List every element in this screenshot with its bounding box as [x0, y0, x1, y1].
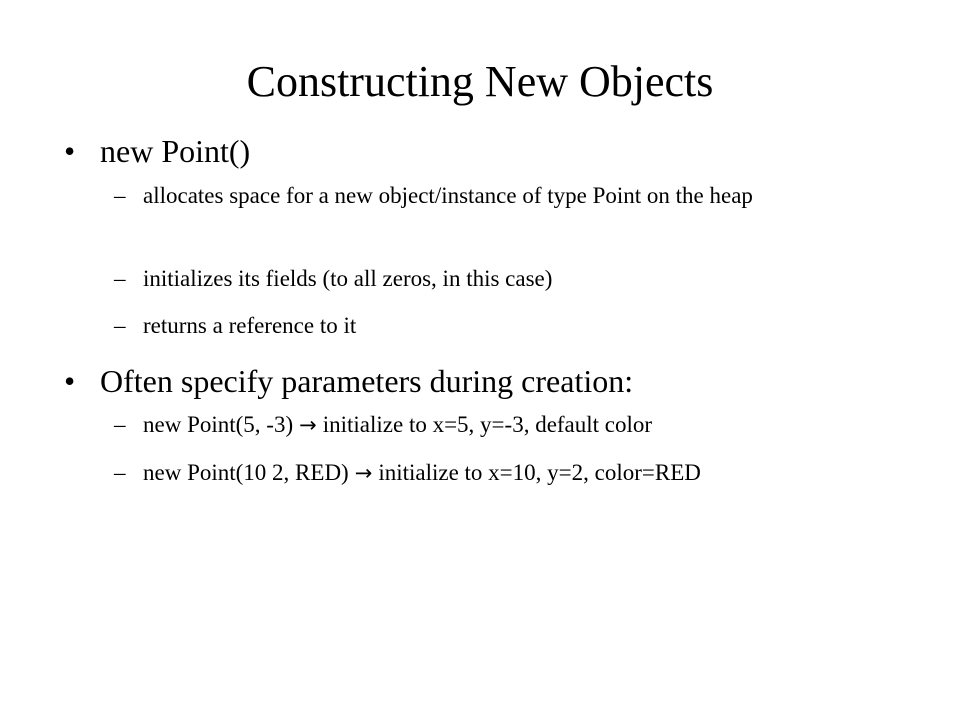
arrow-right-icon: → — [299, 413, 317, 437]
sub-bullet-text: initializes its fields (to all zeros, in this case) — [143, 266, 553, 291]
sub-bullet-marker: – — [114, 412, 126, 437]
bullet-text: Often specify parameters during creation: — [100, 363, 634, 399]
sub-bullet-marker: – — [114, 460, 126, 485]
sub-bullet-text: allocates space for a new object/instance of type Point on the heap — [143, 183, 753, 208]
bullet-marker: • — [64, 133, 76, 169]
bullet-marker: • — [64, 363, 76, 399]
sub-bullet-text: initialize to x=10, y=2, color=RED — [378, 460, 701, 485]
sub-bullet-marker: – — [114, 313, 126, 338]
arrow-right-icon: → — [354, 461, 373, 485]
sub-bullet-initializes — [114, 262, 883, 296]
sub-bullet-marker: – — [114, 183, 126, 208]
bullet-text: new Point() — [100, 133, 251, 169]
bullet-specify-parameters — [64, 362, 920, 400]
sub-bullet-text: initialize to x=5, y=-3, default color — [322, 412, 653, 437]
code-expression: new Point(10 2, RED) — [143, 460, 349, 485]
sub-bullet-point-10-2-red — [114, 456, 883, 490]
sub-bullet-allocates — [114, 179, 883, 213]
sub-bullet-point-5-3 — [114, 408, 883, 442]
sub-bullet-returns — [114, 309, 883, 343]
sub-bullet-text: returns a reference to it — [143, 313, 357, 338]
slide-title: Constructing New Objects — [246, 57, 714, 106]
sub-bullet-marker: – — [114, 266, 126, 291]
code-expression: new Point(5, -3) — [143, 412, 294, 437]
bullet-new-point — [64, 132, 920, 170]
